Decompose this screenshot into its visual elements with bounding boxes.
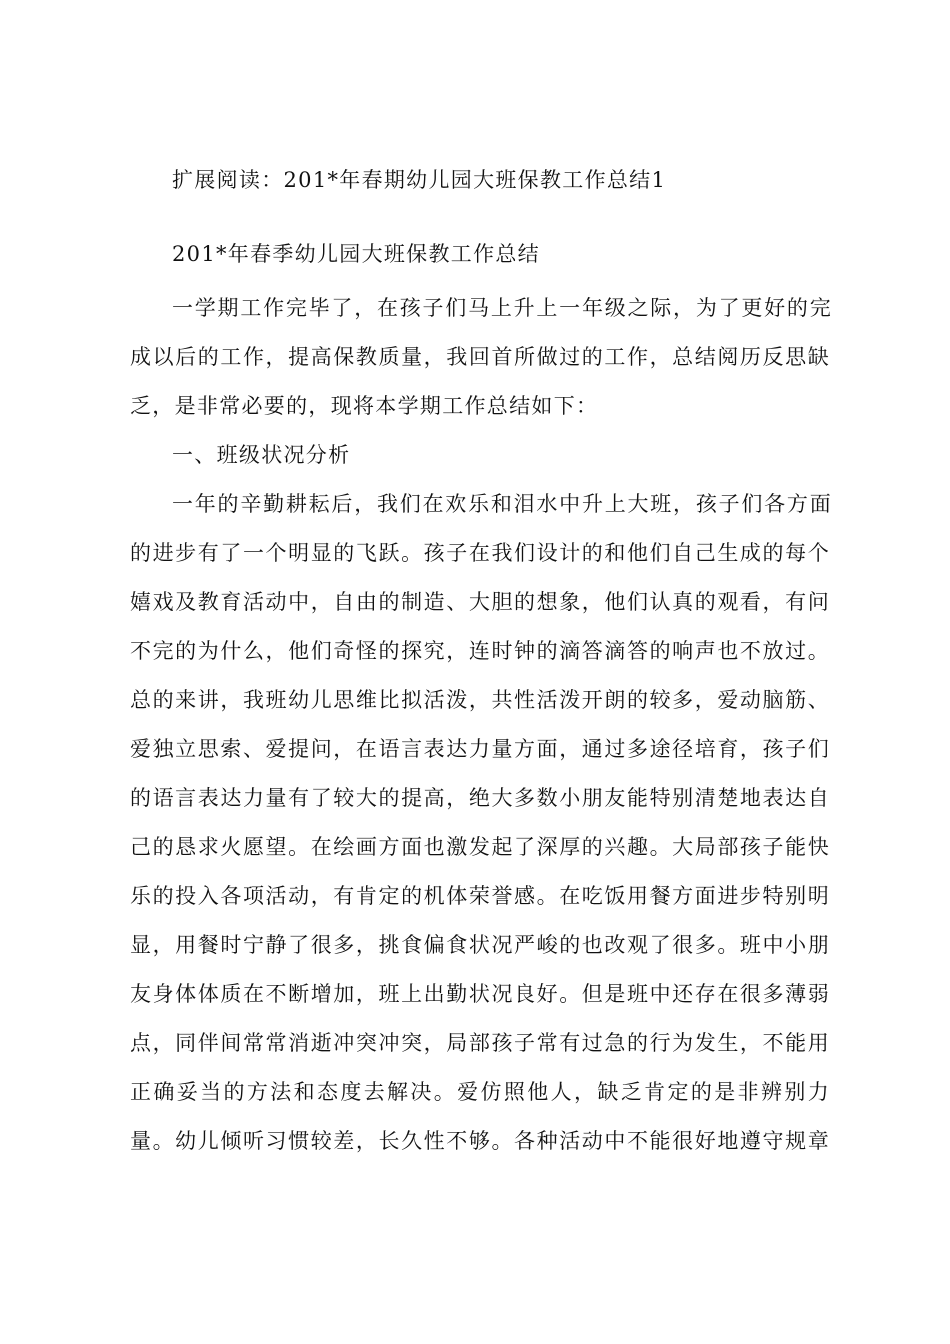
body-line: 总的来讲，我班幼儿思维比拟活泼，共性活泼开朗的较多，爱动脑筋、 [130,688,830,712]
body-line: 友身体体质在不断增加，班上出勤状况良好。但是班中还存在很多薄弱 [130,982,830,1006]
intro-line: 成以后的工作，提高保教质量，我回首所做过的工作，总结阅历反思缺 [130,345,830,369]
body-line: 己的恳求火愿望。在绘画方面也激发起了深厚的兴趣。大局部孩子能快 [130,835,830,859]
body-line: 不完的为什么，他们奇怪的探究，连时钟的滴答滴答的响声也不放过。 [130,639,830,663]
extended-reading-heading: 扩展阅读：201*年春期幼儿园大班保教工作总结1 [172,168,667,192]
body-line: 乐的投入各项活动，有肯定的机体荣誉感。在吃饭用餐方面进步特别明 [130,884,830,908]
intro-line: 一学期工作完毕了，在孩子们马上升上一年级之际，为了更好的完 [172,296,832,320]
body-line: 一年的辛勤耕耘后，我们在欢乐和泪水中升上大班，孩子们各方面 [172,492,832,516]
intro-line: 乏，是非常必要的，现将本学期工作总结如下： [130,394,599,418]
body-line: 的语言表达力量有了较大的提高，绝大多数小朋友能特别清楚地表达自 [130,786,830,810]
body-line: 的进步有了一个明显的飞跃。孩子在我们设计的和他们自己生成的每个 [130,541,830,565]
body-line: 嬉戏及教育活动中，自由的制造、大胆的想象，他们认真的观看，有问 [130,590,830,614]
body-line: 量。幼儿倾听习惯较差，长久性不够。各种活动中不能很好地遵守规章 [130,1129,830,1153]
body-line: 正确妥当的方法和态度去解决。爱仿照他人，缺乏肯定的是非辨别力 [130,1080,830,1104]
body-line: 显，用餐时宁静了很多，挑食偏食状况严峻的也改观了很多。班中小朋 [130,933,830,957]
body-line: 爱独立思索、爱提问，在语言表达力量方面，通过多途径培育，孩子们 [130,737,830,761]
section-heading: 一、班级状况分析 [172,443,351,467]
document-title: 201*年春季幼儿园大班保教工作总结 [172,242,540,266]
body-line: 点，同伴间常常消逝冲突冲突，局部孩子常有过急的行为发生，不能用 [130,1031,830,1055]
